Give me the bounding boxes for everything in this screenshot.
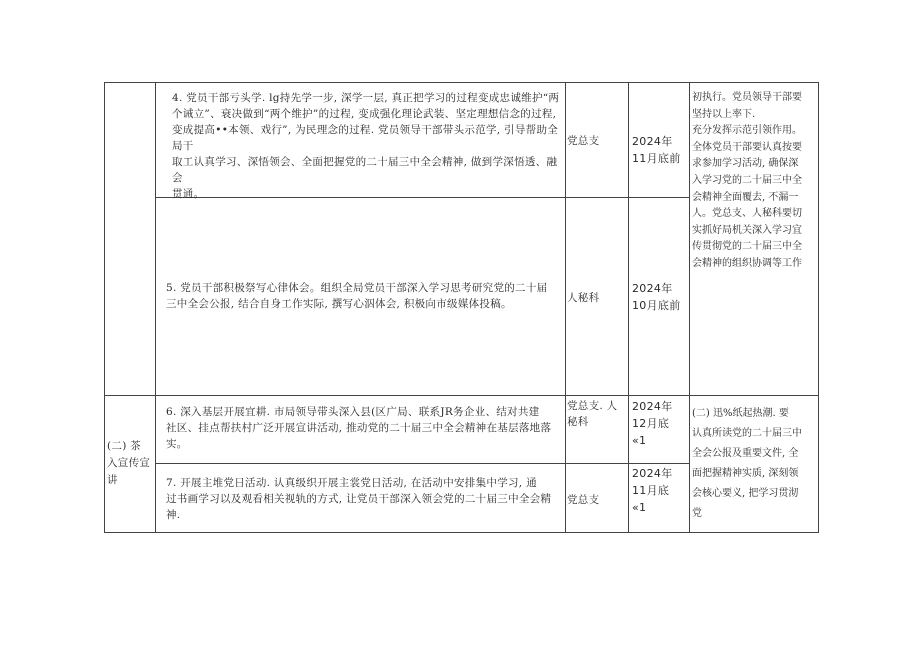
- table-bottom-border: [104, 532, 818, 533]
- requirements-text-bottom: [692, 404, 816, 524]
- text-line: 讲: [107, 474, 118, 486]
- column-divider: [565, 82, 566, 533]
- text-line: 会精神的组织协调等工作: [692, 257, 802, 269]
- text-line: 会核心要义, 把学习贯沏: [692, 488, 799, 499]
- deadline-line: 2024年: [632, 282, 673, 295]
- text-line: 过书画学习以及观看相关视轨的方式, 让党员干部深入领会党的二十届三中全会精神.: [166, 493, 552, 521]
- task-deadline-5: [632, 280, 688, 314]
- deadline-line: 2024年: [632, 135, 673, 148]
- owner-line: 党总支: [567, 494, 600, 506]
- text-line: 传贯彻党的二十届三中全: [692, 241, 802, 253]
- text-line: 全体党员干部要认真按要: [692, 141, 802, 153]
- owner-line: 党总支: [567, 135, 600, 147]
- column-divider: [155, 82, 156, 533]
- deadline-line: 2024年: [632, 467, 673, 480]
- text-line: 会精神全面覆去, 不漏一: [692, 191, 799, 203]
- table-top-border: [104, 82, 818, 83]
- text-line: (二) 茶: [107, 440, 142, 452]
- task-deadline-4: [632, 133, 688, 167]
- column-divider: [689, 82, 690, 533]
- text-line: 4. 党员干部亏头学. lg持先学一步, 深学一层, 真正把学习的过程变成忠诚维护“两: [172, 92, 560, 104]
- text-line: 坚持以上率下.: [692, 108, 756, 120]
- text-line: 7. 开展主堆党日活动. 认真级织开展主裳党日活动, 在活动中安排集中学习, 通: [166, 477, 537, 489]
- table-left-border: [104, 82, 105, 533]
- text-line: 面把握精神实质, 深刻领: [692, 468, 799, 479]
- text-line: 入宣传宣: [107, 457, 151, 469]
- category-label: [107, 438, 153, 489]
- text-line: 三中全会公报, 结合自身工作实际, 撰写心泅体会, 积极向市级媒体投稿。: [166, 298, 512, 310]
- requirements-text-top: [692, 90, 816, 273]
- task-deadline-7: [632, 465, 688, 516]
- task-deadline-6: [632, 398, 688, 449]
- text-line: 入学习党的二十届三中全: [692, 174, 802, 186]
- text-line: 人。党总支、人秘科要切: [692, 208, 802, 220]
- text-line: 认真所读党的二十届三中: [692, 428, 802, 439]
- task-content-5: [166, 280, 564, 312]
- deadline-line: 11月底: [632, 484, 670, 497]
- deadline-line: 2024年: [632, 400, 673, 413]
- text-line: 贯通。: [172, 188, 205, 200]
- text-line: 5. 党员干部积极祭写心律体会。组织全局党员干部深入学习思考研究党的二十届: [166, 282, 548, 294]
- owner-line: 秘科: [567, 416, 589, 428]
- task-owner-5: [567, 290, 627, 306]
- column-divider: [628, 82, 629, 533]
- deadline-line: 10月底前: [632, 299, 681, 312]
- owner-line: 党总支. 人: [567, 400, 618, 412]
- text-line: 初执行。党员领导干部要: [692, 92, 802, 103]
- section-divider: [104, 395, 818, 396]
- deadline-line: 12月底: [632, 417, 670, 430]
- text-line: (二) 迅%纸起热潮. 要: [692, 408, 789, 419]
- text-line: 个诫立”、衰决做到“两个维护”的过程, 变成强化理论武装、坚定理想信念的过程,: [172, 108, 557, 120]
- text-line: 全会公报及重要文件, 全: [692, 448, 799, 459]
- row-divider: [155, 463, 689, 464]
- text-line: 取工认真学习、深悟领会、全面把握党的二十届三中全会精神, 做到学深悟透、融会: [172, 156, 558, 184]
- text-line: 党: [692, 508, 702, 519]
- task-owner-6: [567, 398, 627, 430]
- task-content-6: [166, 404, 564, 452]
- deadline-line: 11月底前: [632, 152, 681, 165]
- task-content-4: [172, 90, 564, 202]
- task-owner-7: [567, 492, 627, 508]
- task-owner-4: [567, 133, 627, 149]
- owner-line: 人秘科: [567, 292, 600, 304]
- text-line: 实抓好局机关深入学习宜: [692, 224, 802, 236]
- text-line: 求参加学习活动, 确保深: [692, 158, 799, 170]
- text-line: 变成提高••本领、戏行”, 为民理念的过程. 党员领导干部带头示范学, 引导帮助全局干: [172, 124, 559, 152]
- deadline-line: «1: [632, 434, 647, 447]
- text-line: 6. 深入基层开展宜耕. 市局领导带头深入县(区广局、联系JR务企业、结对共建: [166, 406, 540, 418]
- task-content-7: [166, 475, 564, 523]
- text-line: 充分发挥示范引领作用。: [692, 125, 802, 137]
- table-right-border: [818, 82, 819, 533]
- deadline-line: «1: [632, 501, 647, 514]
- text-line: 社区、挂点帮扶村广泛开展宣讲活动, 推动党的二十届三中全会精神在基层落地落实。: [166, 422, 552, 450]
